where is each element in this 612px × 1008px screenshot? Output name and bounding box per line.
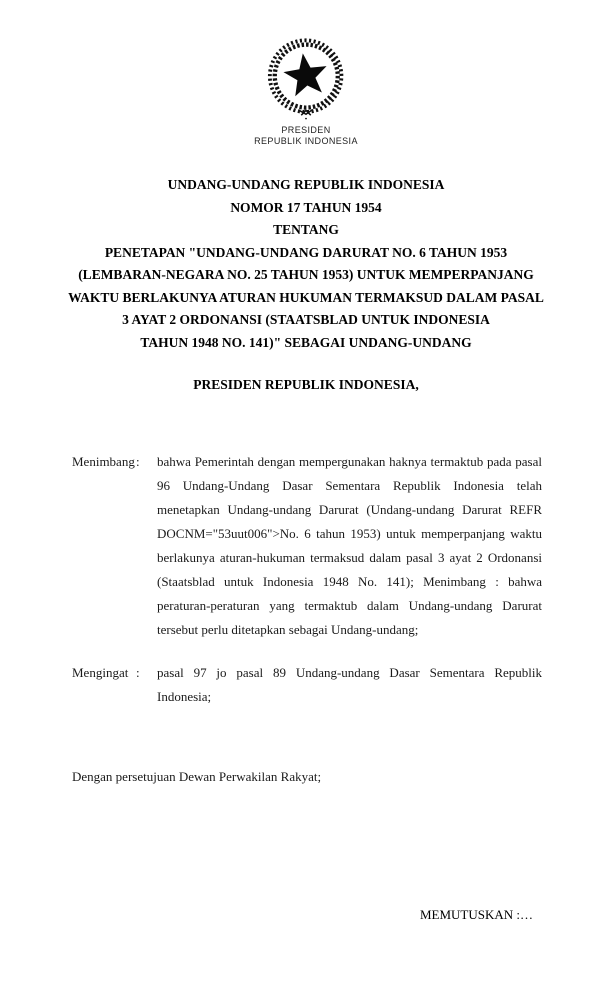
preamble-text: bahwa Pemerintah dengan mempergunakan haknya termaktub pada pasal 96 Undang-Undang Dasar Sementara Republik Indonesia telah menetapkan Undang-undang Darurat (Undang-undang Darurat REFR DOCNM="53uut006">No. 6 tahun 1953) untuk memperpanjang waktu berlakunya aturan-hukuman termaksud dalam pasal 3 ayat 2 Ordonansi (Staatsblad untuk Indonesia 1948 No. 141); Menimbang : bahwa peraturan-peraturan yang termaktub dalam Undang-undang Darurat tersebut perlu ditetapkan sebagai Undang-undang; xyxy=(157,454,542,637)
star-icon xyxy=(281,50,330,97)
preamble-section xyxy=(0,450,612,709)
presidential-star-wreath-emblem xyxy=(258,36,354,120)
letterhead-republik-indonesia: REPUBLIK INDONESIA xyxy=(254,136,358,146)
decision-line: MEMUTUSKAN :… xyxy=(419,907,533,922)
preamble-label: Menimbang xyxy=(72,454,135,469)
preamble-item-mengingat xyxy=(72,661,542,709)
title-line-6: WAKTU BERLAKUNYA ATURAN HUKUMAN TERMAKSUD DALAM PASAL xyxy=(68,289,544,305)
title-line-4: PENETAPAN "UNDANG-UNDANG DARURAT NO. 6 TAHUN 1953 xyxy=(104,244,508,260)
preamble-separator: : xyxy=(136,665,140,680)
preamble-label: Mengingat xyxy=(72,665,129,680)
letterhead xyxy=(0,125,612,147)
title-line-7: 3 AYAT 2 ORDONANSI (STAATSBLAD UNTUK INDONESIA xyxy=(122,312,490,327)
preamble-text: pasal 97 jo pasal 89 Undang-undang Dasar Sementara Republik Indonesia; xyxy=(157,665,542,704)
title-line-2: NOMOR 17 TAHUN 1954 xyxy=(230,199,382,215)
title-line-3: TENTANG xyxy=(273,222,339,237)
salutation-line: PRESIDEN REPUBLIK INDONESIA, xyxy=(193,377,419,392)
agreement-line: Dengan persetujuan Dewan Perwakilan Rakyat; xyxy=(72,769,322,784)
document-title xyxy=(0,174,612,354)
preamble-item-menimbang xyxy=(72,450,542,642)
title-line-8: TAHUN 1948 NO. 141)" SEBAGAI UNDANG-UNDANG xyxy=(140,334,472,350)
title-line-1: UNDANG-UNDANG REPUBLIK INDONESIA xyxy=(167,177,445,192)
preamble-separator: : xyxy=(136,454,140,469)
letterhead-presiden: PRESIDEN xyxy=(281,125,331,135)
title-line-5: (LEMBARAN-NEGARA NO. 25 TAHUN 1953) UNTUK MEMPERPANJANG xyxy=(78,267,534,282)
